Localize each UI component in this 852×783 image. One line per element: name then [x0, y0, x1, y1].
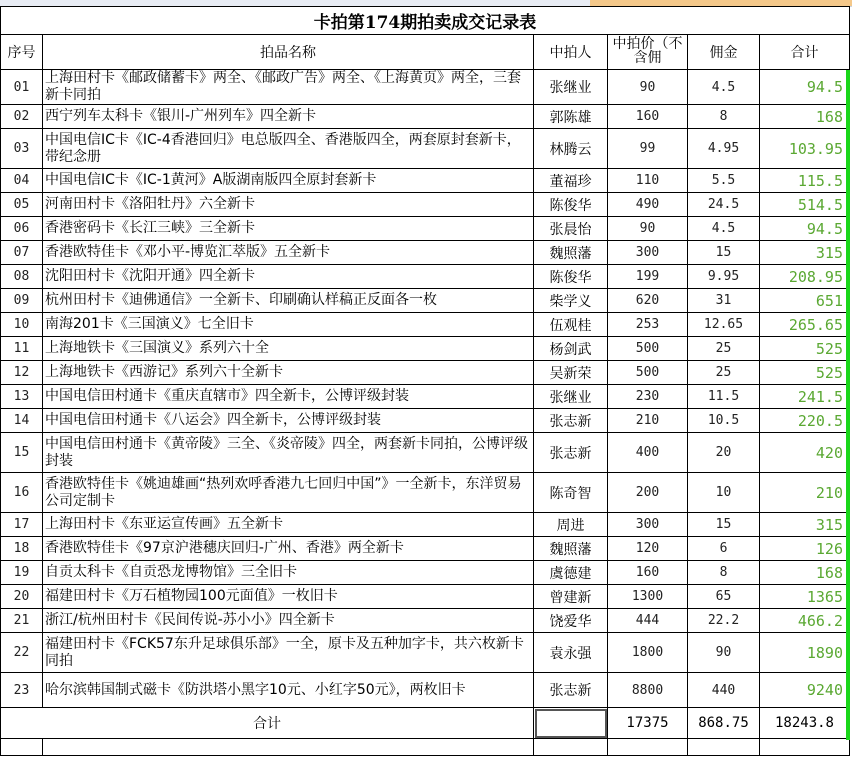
hammer-price[interactable]: 199 — [608, 265, 688, 289]
commission[interactable]: 8 — [688, 105, 760, 129]
table-row — [1, 361, 850, 385]
row-number[interactable]: 10 — [1, 313, 43, 337]
table-row — [1, 70, 850, 105]
commission[interactable]: 4.95 — [688, 129, 760, 169]
commission[interactable]: 8 — [688, 561, 760, 585]
item-name[interactable]: 上海地铁卡《西游记》系列六十全新卡 — [43, 361, 534, 385]
table-body — [1, 70, 850, 708]
row-number[interactable]: 06 — [1, 217, 43, 241]
empty-cell[interactable] — [534, 739, 608, 756]
row-total[interactable]: 525 — [760, 337, 850, 361]
commission[interactable]: 65 — [688, 585, 760, 609]
buyer-name[interactable]: 陈奇智 — [534, 473, 608, 513]
table-row — [1, 217, 850, 241]
header-fee[interactable]: 佣金 — [688, 35, 760, 70]
item-name[interactable]: 香港欧特佳卡《邓小平-博览汇萃版》五全新卡 — [43, 241, 534, 265]
row-total[interactable]: 315 — [760, 241, 850, 265]
row-number[interactable]: 03 — [1, 129, 43, 169]
hammer-price[interactable]: 120 — [608, 537, 688, 561]
auction-table — [0, 6, 850, 756]
table-row — [1, 609, 850, 633]
row-total[interactable]: 208.95 — [760, 265, 850, 289]
commission[interactable]: 25 — [688, 361, 760, 385]
row-total[interactable]: 1890 — [760, 633, 850, 673]
item-name[interactable]: 南海201卡《三国演义》七全旧卡 — [43, 313, 534, 337]
empty-cell[interactable] — [760, 739, 850, 756]
buyer-name[interactable]: 张志新 — [534, 673, 608, 708]
row-number[interactable]: 02 — [1, 105, 43, 129]
row-number[interactable]: 23 — [1, 673, 43, 708]
row-total[interactable]: 420 — [760, 433, 850, 473]
commission[interactable]: 9.95 — [688, 265, 760, 289]
summary-fee[interactable]: 868.75 — [688, 708, 760, 739]
buyer-name[interactable]: 吴新荣 — [534, 361, 608, 385]
header-price[interactable]: 中拍价（不含佣 — [608, 35, 688, 70]
row-number[interactable]: 16 — [1, 473, 43, 513]
item-name[interactable]: 上海地铁卡《三国演义》系列六十全 — [43, 337, 534, 361]
empty-row — [1, 739, 850, 756]
commission[interactable]: 24.5 — [688, 193, 760, 217]
hammer-price[interactable]: 210 — [608, 409, 688, 433]
item-name[interactable]: 中国电信田村通卡《重庆直辖市》四全新卡，公博评级封装 — [43, 385, 534, 409]
row-number[interactable]: 01 — [1, 70, 43, 105]
empty-cell[interactable] — [688, 739, 760, 756]
item-name[interactable]: 杭州田村卡《迪佛通信》一全新卡、印刷确认样稿正反面各一枚 — [43, 289, 534, 313]
row-total[interactable]: 94.5 — [760, 217, 850, 241]
hammer-price[interactable]: 300 — [608, 241, 688, 265]
row-number[interactable]: 20 — [1, 585, 43, 609]
commission[interactable]: 11.5 — [688, 385, 760, 409]
hammer-price[interactable]: 200 — [608, 473, 688, 513]
table-row — [1, 633, 850, 673]
table-row — [1, 265, 850, 289]
item-name[interactable]: 香港密码卡《长江三峡》三全新卡 — [43, 217, 534, 241]
row-total[interactable]: 168 — [760, 561, 850, 585]
row-number[interactable]: 21 — [1, 609, 43, 633]
buyer-name[interactable]: 伍观桂 — [534, 313, 608, 337]
selected-cell[interactable] — [534, 708, 608, 739]
buyer-name[interactable]: 郭陈雄 — [534, 105, 608, 129]
hammer-price[interactable]: 300 — [608, 513, 688, 537]
empty-cell[interactable] — [1, 739, 43, 756]
item-name[interactable]: 中国电信IC卡《IC-4香港回归》电总版四全、香港版四全，两套原封套新卡，带纪念册 — [43, 129, 534, 169]
commission[interactable]: 6 — [688, 537, 760, 561]
buyer-name[interactable]: 张继业 — [534, 70, 608, 105]
summary-row — [1, 708, 850, 739]
commission[interactable]: 440 — [688, 673, 760, 708]
table-row — [1, 313, 850, 337]
row-number[interactable]: 17 — [1, 513, 43, 537]
header-item[interactable]: 拍品名称 — [43, 35, 534, 70]
item-name[interactable]: 浙江/杭州田村卡《民间传说-苏小小》四全新卡 — [43, 609, 534, 633]
item-name[interactable]: 哈尔滨韩国制式磁卡《防洪塔小黑字10元、小红字50元》，两枚旧卡 — [43, 673, 534, 708]
row-total[interactable]: 315 — [760, 513, 850, 537]
hammer-price[interactable]: 1300 — [608, 585, 688, 609]
item-name[interactable]: 香港欧特佳卡《97京沪港穗庆回归-广州、香港》两全新卡 — [43, 537, 534, 561]
row-total[interactable]: 9240 — [760, 673, 850, 708]
buyer-name[interactable]: 杨剑武 — [534, 337, 608, 361]
row-total[interactable]: 525 — [760, 361, 850, 385]
row-number[interactable]: 09 — [1, 289, 43, 313]
row-total[interactable]: 210 — [760, 473, 850, 513]
header-no[interactable]: 序号 — [1, 35, 43, 70]
hammer-price[interactable]: 8800 — [608, 673, 688, 708]
buyer-name[interactable]: 张志新 — [534, 409, 608, 433]
buyer-name[interactable]: 曾建新 — [534, 585, 608, 609]
hammer-price[interactable]: 400 — [608, 433, 688, 473]
hammer-price[interactable]: 620 — [608, 289, 688, 313]
item-name[interactable]: 上海田村卡《邮政储蓄卡》两全、《邮政广告》两全、《上海黄页》两全，三套新卡同拍 — [43, 70, 534, 105]
row-total[interactable]: 514.5 — [760, 193, 850, 217]
item-name[interactable]: 福建田村卡《万石植物园100元面值》一枚旧卡 — [43, 585, 534, 609]
buyer-name[interactable]: 陈俊华 — [534, 193, 608, 217]
buyer-name[interactable]: 柴学义 — [534, 289, 608, 313]
conditional-format-bar — [846, 70, 850, 740]
table-row — [1, 409, 850, 433]
commission[interactable]: 15 — [688, 241, 760, 265]
hammer-price[interactable]: 90 — [608, 70, 688, 105]
row-number[interactable]: 04 — [1, 169, 43, 193]
buyer-name[interactable]: 饶爱华 — [534, 609, 608, 633]
item-name[interactable]: 中国电信田村通卡《八运会》四全新卡，公博评级封装 — [43, 409, 534, 433]
commission[interactable]: 4.5 — [688, 217, 760, 241]
table-row — [1, 585, 850, 609]
summary-label[interactable]: 合计 — [1, 708, 534, 739]
commission[interactable]: 10.5 — [688, 409, 760, 433]
table-row — [1, 337, 850, 361]
commission[interactable]: 31 — [688, 289, 760, 313]
empty-cell[interactable] — [608, 739, 688, 756]
hammer-price[interactable]: 500 — [608, 337, 688, 361]
buyer-name[interactable]: 魏照藩 — [534, 537, 608, 561]
commission[interactable]: 25 — [688, 337, 760, 361]
row-total[interactable]: 94.5 — [760, 70, 850, 105]
commission[interactable]: 10 — [688, 473, 760, 513]
table-row — [1, 513, 850, 537]
row-number[interactable]: 22 — [1, 633, 43, 673]
row-total[interactable]: 220.5 — [760, 409, 850, 433]
summary-price[interactable]: 17375 — [608, 708, 688, 739]
row-number[interactable]: 15 — [1, 433, 43, 473]
row-number[interactable]: 05 — [1, 193, 43, 217]
table-row — [1, 537, 850, 561]
hammer-price[interactable]: 490 — [608, 193, 688, 217]
table-row — [1, 673, 850, 708]
commission[interactable]: 20 — [688, 433, 760, 473]
header-buyer[interactable]: 中拍人 — [534, 35, 608, 70]
commission[interactable]: 12.65 — [688, 313, 760, 337]
table-row — [1, 129, 850, 169]
buyer-name[interactable]: 张继业 — [534, 385, 608, 409]
buyer-name[interactable]: 周进 — [534, 513, 608, 537]
table-row — [1, 193, 850, 217]
hammer-price[interactable]: 500 — [608, 361, 688, 385]
table-row — [1, 289, 850, 313]
row-total[interactable]: 651 — [760, 289, 850, 313]
item-name[interactable]: 西宁列车太科卡《银川-广州列车》四全新卡 — [43, 105, 534, 129]
row-total[interactable]: 126 — [760, 537, 850, 561]
buyer-name[interactable]: 魏照藩 — [534, 241, 608, 265]
item-name[interactable]: 中国电信田村通卡《黄帝陵》三全、《炎帝陵》四全，两套新卡同拍，公博评级封装 — [43, 433, 534, 473]
commission[interactable]: 4.5 — [688, 70, 760, 105]
row-total[interactable]: 466.2 — [760, 609, 850, 633]
header-total[interactable]: 合计 — [760, 35, 850, 70]
commission[interactable]: 15 — [688, 513, 760, 537]
buyer-name[interactable]: 陈俊华 — [534, 265, 608, 289]
row-number[interactable]: 14 — [1, 409, 43, 433]
row-total[interactable]: 1365 — [760, 585, 850, 609]
hammer-price[interactable]: 99 — [608, 129, 688, 169]
table-row — [1, 241, 850, 265]
table-row — [1, 105, 850, 129]
row-number[interactable]: 19 — [1, 561, 43, 585]
buyer-name[interactable]: 虞德建 — [534, 561, 608, 585]
table-title[interactable]: 卡拍第174期拍卖成交记录表 — [1, 7, 850, 35]
commission[interactable]: 22.2 — [688, 609, 760, 633]
row-total[interactable]: 168 — [760, 105, 850, 129]
row-number[interactable]: 08 — [1, 265, 43, 289]
row-number[interactable]: 12 — [1, 361, 43, 385]
hammer-price[interactable]: 253 — [608, 313, 688, 337]
row-total[interactable]: 241.5 — [760, 385, 850, 409]
item-name[interactable]: 河南田村卡《洛阳牡丹》六全新卡 — [43, 193, 534, 217]
row-total[interactable]: 115.5 — [760, 169, 850, 193]
item-name[interactable]: 香港欧特佳卡《姚迪雄画“热列欢呼香港九七回归中国”》一全新卡，东洋贸易公司定制卡 — [43, 473, 534, 513]
row-number[interactable]: 11 — [1, 337, 43, 361]
table-row — [1, 473, 850, 513]
table-row — [1, 433, 850, 473]
item-name[interactable]: 自贡太科卡《自贡恐龙博物馆》三全旧卡 — [43, 561, 534, 585]
buyer-name[interactable]: 张晨怡 — [534, 217, 608, 241]
empty-cell[interactable] — [43, 739, 534, 756]
buyer-name[interactable]: 张志新 — [534, 433, 608, 473]
item-name[interactable]: 沈阳田村卡《沈阳开通》四全新卡 — [43, 265, 534, 289]
row-number[interactable]: 07 — [1, 241, 43, 265]
row-number[interactable]: 13 — [1, 385, 43, 409]
table-row — [1, 561, 850, 585]
item-name[interactable]: 上海田村卡《东亚运宣传画》五全新卡 — [43, 513, 534, 537]
hammer-price[interactable]: 160 — [608, 561, 688, 585]
row-total[interactable]: 265.65 — [760, 313, 850, 337]
row-number[interactable]: 18 — [1, 537, 43, 561]
item-name[interactable]: 福建田村卡《FCK57东升足球俱乐部》一全，原卡及五种加字卡，共六枚新卡同拍 — [43, 633, 534, 673]
table-row — [1, 385, 850, 409]
buyer-name[interactable]: 袁永强 — [534, 633, 608, 673]
hammer-price[interactable]: 230 — [608, 385, 688, 409]
hammer-price[interactable]: 1800 — [608, 633, 688, 673]
buyer-name[interactable]: 林腾云 — [534, 129, 608, 169]
hammer-price[interactable]: 110 — [608, 169, 688, 193]
hammer-price[interactable]: 160 — [608, 105, 688, 129]
table-row — [1, 169, 850, 193]
commission[interactable]: 5.5 — [688, 169, 760, 193]
commission[interactable]: 90 — [688, 633, 760, 673]
hammer-price[interactable]: 444 — [608, 609, 688, 633]
item-name[interactable]: 中国电信IC卡《IC-1黄河》A版湖南版四全原封套新卡 — [43, 169, 534, 193]
row-total[interactable]: 103.95 — [760, 129, 850, 169]
summary-total[interactable]: 18243.8 — [760, 708, 850, 739]
buyer-name[interactable]: 董福珍 — [534, 169, 608, 193]
hammer-price[interactable]: 90 — [608, 217, 688, 241]
